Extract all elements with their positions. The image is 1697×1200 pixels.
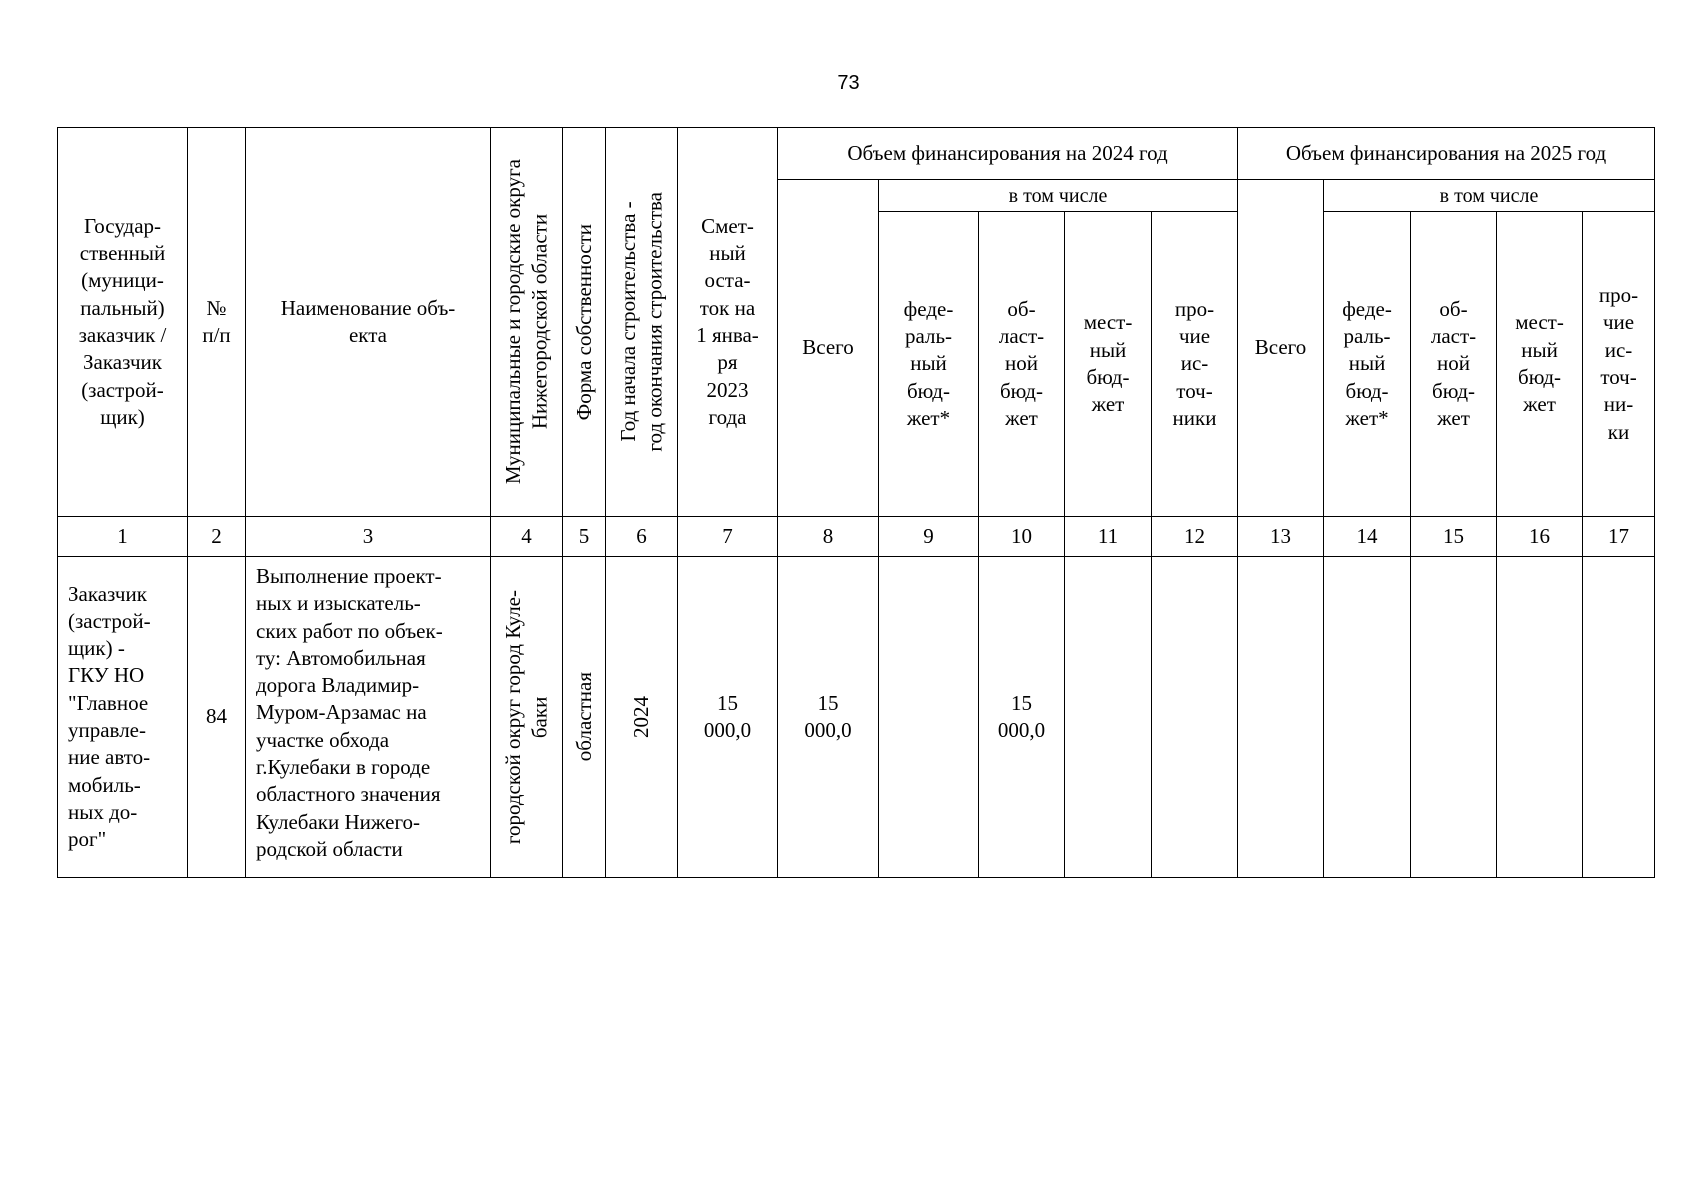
header-other-2024: про- чие ис- точ- ники <box>1152 212 1238 517</box>
cell-years: 2024 <box>606 557 678 878</box>
header-federal-2025: феде- раль- ный бюд- жет* <box>1324 212 1411 517</box>
column-number: 4 <box>491 517 563 557</box>
cell-number: 84 <box>188 557 246 878</box>
column-number: 6 <box>606 517 678 557</box>
header-local-2024: мест- ный бюд- жет <box>1065 212 1152 517</box>
column-number: 11 <box>1065 517 1152 557</box>
cell-total-2025 <box>1238 557 1324 878</box>
column-number: 9 <box>879 517 979 557</box>
header-funding-2025: Объем финансирования на 2025 год <box>1238 128 1655 180</box>
header-number: № п/п <box>188 128 246 517</box>
column-number: 12 <box>1152 517 1238 557</box>
header-regional-2024: об- ласт- ной бюд- жет <box>979 212 1065 517</box>
cell-other-2025 <box>1583 557 1655 878</box>
column-number: 13 <box>1238 517 1324 557</box>
header-municipal-district: Муниципальные и городские округа Нижегородской области <box>491 128 563 517</box>
header-including-2025: в том числе <box>1324 180 1655 212</box>
cell-district: городской округ город Куле- баки <box>491 557 563 878</box>
cell-local-2024 <box>1065 557 1152 878</box>
column-number: 3 <box>246 517 491 557</box>
header-ownership: Форма собственности <box>563 128 606 517</box>
header-local-2025: мест- ный бюд- жет <box>1497 212 1583 517</box>
cell-other-2024 <box>1152 557 1238 878</box>
cell-object-name: Выполнение проект- ных и изыскатель- ских работ по объек- ту: Автомобильная дорога Владимир- Муром-Арзамас на участке обхода г.Кулебаки в городе областного значения Кулебаки Нижего- родской области <box>246 557 491 878</box>
cell-total-2024: 15 000,0 <box>778 557 879 878</box>
column-number: 8 <box>778 517 879 557</box>
header-including-2024: в том числе <box>879 180 1238 212</box>
column-number: 2 <box>188 517 246 557</box>
financing-table <box>57 127 1655 878</box>
header-other-2025: про- чие ис- точ- ни- ки <box>1583 212 1655 517</box>
header-customer: Государ- ственный (муници- пальный) заказчик / Заказчик (застрой- щик) <box>58 128 188 517</box>
header-object-name: Наименование объ- екта <box>246 128 491 517</box>
cell-regional-2024: 15 000,0 <box>979 557 1065 878</box>
header-total-2024: Всего <box>778 180 879 517</box>
header-years: Год начала строительства - год окончания строительства <box>606 128 678 517</box>
page-number: 73 <box>837 72 860 94</box>
header-funding-2024: Объем финансирования на 2024 год <box>778 128 1238 180</box>
cell-federal-2025 <box>1324 557 1411 878</box>
cell-regional-2025 <box>1411 557 1497 878</box>
header-total-2025: Всего <box>1238 180 1324 517</box>
header-regional-2025: об- ласт- ной бюд- жет <box>1411 212 1497 517</box>
header-federal-2024: феде- раль- ный бюд- жет* <box>879 212 979 517</box>
cell-federal-2024 <box>879 557 979 878</box>
column-number: 15 <box>1411 517 1497 557</box>
column-number-row <box>58 517 1655 557</box>
column-number: 16 <box>1497 517 1583 557</box>
column-number: 14 <box>1324 517 1411 557</box>
column-number: 5 <box>563 517 606 557</box>
cell-estimated-balance: 15 000,0 <box>678 557 778 878</box>
column-number: 10 <box>979 517 1065 557</box>
cell-customer: Заказчик (застрой- щик) - ГКУ НО "Главное управле- ние авто- мобиль- ных до- рог" <box>58 557 188 878</box>
column-number: 17 <box>1583 517 1655 557</box>
column-number: 1 <box>58 517 188 557</box>
cell-local-2025 <box>1497 557 1583 878</box>
header-estimated-balance: Смет- ный оста- ток на 1 янва- ря 2023 года <box>678 128 778 517</box>
table-row <box>58 557 1655 878</box>
cell-ownership: областная <box>563 557 606 878</box>
column-number: 7 <box>678 517 778 557</box>
